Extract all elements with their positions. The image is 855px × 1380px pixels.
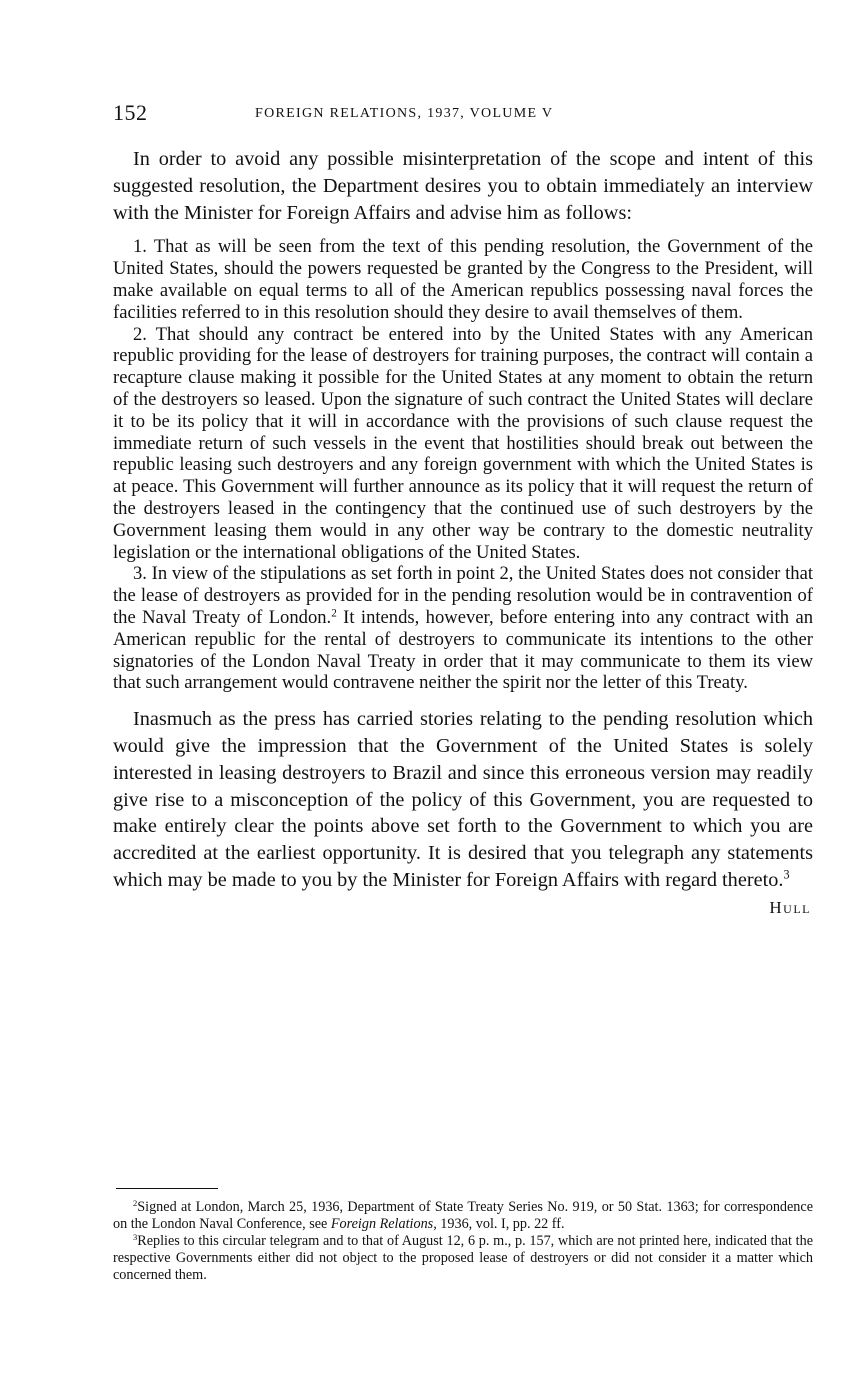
footnote-2-italic: Foreign Relations — [330, 1216, 434, 1232]
closing-paragraph — [113, 706, 813, 894]
intro-paragraph: In order to avoid any possible misinterpretation of the scope and intent of this suggested resolution, the Department desires you to obtain immediately an interview with the Minister for Foreign Affairs and advise him as follows: — [113, 148, 813, 224]
footnote-2 — [113, 1199, 813, 1233]
footnote-2-mark: 2 — [133, 1197, 138, 1208]
running-head: FOREIGN RELATIONS, 1937, VOLUME V — [255, 106, 554, 121]
signature: Hull — [769, 897, 811, 917]
point-1: 1. That as will be seen from the text of this pending resolution, the Government of the United States, should the powers requested be granted by the Congress to the President, will make available on equal terms to all of the American republics possessing naval forces the facilities referred to in this resolution should they desire to avail themselves of them. — [113, 236, 813, 323]
footnote-3 — [113, 1233, 813, 1284]
footnote-2-text-b: , 1936, vol. I, pp. 22 ff. — [433, 1216, 565, 1232]
point-3-text-b: It intends, however, before entering into any contract with an American republic for the rental of destroyers to communicate its intentions to the other signatories of the London Naval Treaty in order that it may communicate to them its view that such arrangement would contravene neither the spirit nor the letter of this Treaty. — [113, 606, 814, 694]
closing-text: Inasmuch as the press has carried stories relating to the pending resolution which would give the impression that the Government of the United States is solely interested in leasing destroyers to Brazil and since this erroneous version may readily give rise to a misconception of the policy of this Government, you are requested to make entirely clear the points above set forth to the Government to which you are accredited at the earliest opportunity. It is desired that you telegraph any statements which may be made to you by the Minister for Foreign Affairs with regard thereto. — [113, 708, 813, 891]
page-number: 152 — [113, 100, 148, 125]
point-3-text-a: 3. In view of the stipulations as set forth in point 2, the United States does not consider that the lease of destroyers as provided for in the pending resolution would be in contravention of the Naval Treaty of London. — [113, 563, 813, 628]
footnote-ref-2: 2 — [331, 607, 337, 620]
footnote-divider — [116, 1188, 218, 1189]
footnote-3-mark: 3 — [133, 1231, 138, 1242]
numbered-points — [113, 236, 813, 694]
footnote-2-text-a: Signed at London, March 25, 1936, Department of State Treaty Series No. 919, or 50 Stat. 1363; for correspondence on the London Naval Conference, see — [113, 1199, 813, 1232]
footnote-3-text: Replies to this circular telegram and to that of August 12, 6 p. m., p. 157, which are not printed here, indicated that the respective Governments either did not object to the proposed lease of destroyers or did not consider it a matter which concerned them. — [113, 1233, 813, 1283]
point-2: 2. That should any contract be entered into by the United States with any American republic providing for the lease of destroyers for training purposes, the contract will contain a recapture clause making it possible for the United States at any moment to obtain the return of the destroyers so leased. Upon the signature of such contract the United States will declare it to be its policy that it will in accordance with the provisions of such clause request the immediate return of such vessels in the event that hostilities should break out between the republic leasing such destroyers and any foreign government with which the United States is at peace. This Government will further announce as its policy that it will request the return of the destroyers leased in the contingency that the continued use of such destroyers by the Government leasing them would in any other way be contrary to the domestic neutrality legislation or the international obligations of the United States. — [113, 323, 813, 563]
footnote-ref-3: 3 — [783, 867, 790, 882]
point-3 — [113, 563, 813, 694]
page-body — [113, 146, 813, 918]
page-header — [113, 100, 813, 130]
footnotes — [113, 1199, 813, 1284]
